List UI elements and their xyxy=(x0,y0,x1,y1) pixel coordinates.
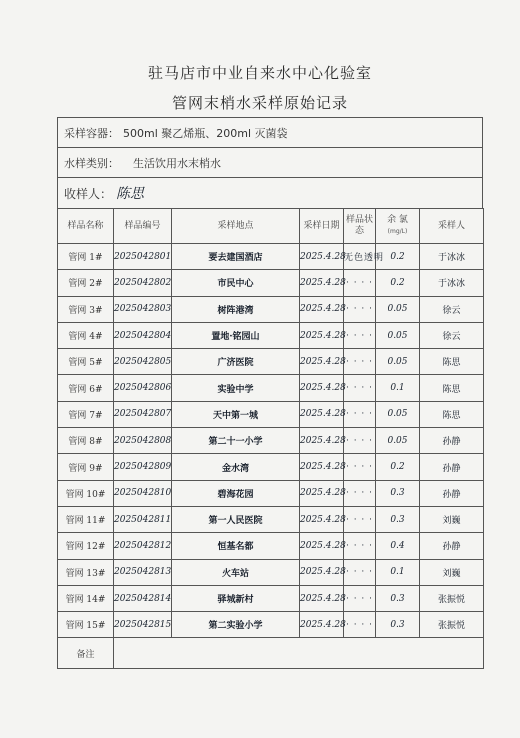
container-value: 500ml 聚乙烯瓶、200ml 灭菌袋 xyxy=(123,126,288,140)
sample-state: · · · · xyxy=(344,349,376,375)
table-row xyxy=(58,559,484,585)
sampler-name: 孙静 xyxy=(420,428,484,454)
sampler-name: 陈思 xyxy=(420,401,484,427)
category-row xyxy=(58,148,482,178)
table-row xyxy=(58,533,484,559)
sample-state: · · · · xyxy=(344,612,376,638)
header-chlorine-label: 余 氯 xyxy=(387,215,408,225)
collector-value: 陈思 xyxy=(116,186,145,202)
table-row xyxy=(58,375,484,401)
residual-chlorine: 0.05 xyxy=(376,296,420,322)
sample-name: 管网 9# xyxy=(58,454,114,480)
sample-date: 2025.4.28 xyxy=(300,559,344,585)
residual-chlorine: 0.3 xyxy=(376,585,420,611)
residual-chlorine: 0.4 xyxy=(376,533,420,559)
sampler-name: 张振悦 xyxy=(420,585,484,611)
sample-code: 2025042806 xyxy=(114,375,172,401)
sampler-name: 刘巍 xyxy=(420,506,484,532)
sample-name: 管网 2# xyxy=(58,270,114,296)
header-date: 采样日期 xyxy=(300,209,344,244)
sample-name: 管网 1# xyxy=(58,244,114,270)
sample-code: 2025042807 xyxy=(114,401,172,427)
container-label: 采样容器： xyxy=(64,126,119,140)
note-field xyxy=(114,638,484,669)
table-row xyxy=(58,506,484,532)
sample-name: 管网 11# xyxy=(58,506,114,532)
sample-code: 2025042808 xyxy=(114,428,172,454)
sample-code: 2025042813 xyxy=(114,559,172,585)
sample-code: 2025042805 xyxy=(114,349,172,375)
sample-name: 管网 3# xyxy=(58,296,114,322)
sample-location: 要去建国酒店 xyxy=(172,244,300,270)
page-title: 管网末梢水采样原始记录 xyxy=(171,94,348,112)
sample-location: 恒基名都 xyxy=(172,533,300,559)
sampler-name: 刘巍 xyxy=(420,559,484,585)
collector-row xyxy=(58,178,482,208)
sampler-name: 徐云 xyxy=(420,322,484,348)
sample-state: · · · · xyxy=(344,428,376,454)
sample-location: 置地·铭园山 xyxy=(172,322,300,348)
table-row xyxy=(58,454,484,480)
collector-label: 收样人： xyxy=(64,186,113,201)
table-header-row xyxy=(58,209,484,244)
sample-state: · · · · xyxy=(344,506,376,532)
sample-name: 管网 8# xyxy=(58,428,114,454)
sample-name: 管网 15# xyxy=(58,612,114,638)
sampler-name: 张振悦 xyxy=(420,612,484,638)
sample-code: 2025042815 xyxy=(114,612,172,638)
residual-chlorine: 0.05 xyxy=(376,322,420,348)
residual-chlorine: 0.3 xyxy=(376,480,420,506)
sample-name: 管网 14# xyxy=(58,585,114,611)
sample-code: 2025042811 xyxy=(114,506,172,532)
sample-code: 2025042810 xyxy=(114,480,172,506)
sample-state: · · · · xyxy=(344,296,376,322)
sampler-name: 于冰冰 xyxy=(420,244,484,270)
residual-chlorine: 0.2 xyxy=(376,244,420,270)
residual-chlorine: 0.2 xyxy=(376,270,420,296)
note-row xyxy=(58,638,484,669)
table-row xyxy=(58,296,484,322)
sampling-table xyxy=(57,208,484,669)
sample-location: 广济医院 xyxy=(172,349,300,375)
header-chlorine xyxy=(376,209,420,244)
header-code: 样品编号 xyxy=(114,209,172,244)
sample-name: 管网 12# xyxy=(58,533,114,559)
sample-date: 2025.4.28 xyxy=(300,375,344,401)
table-row xyxy=(58,585,484,611)
residual-chlorine: 0.3 xyxy=(376,506,420,532)
sample-location: 市民中心 xyxy=(172,270,300,296)
note-label: 备注 xyxy=(58,638,114,669)
table-row xyxy=(58,270,484,296)
header-name: 样品名称 xyxy=(58,209,114,244)
sample-date: 2025.4.28 xyxy=(300,401,344,427)
sample-date: 2025.4.28 xyxy=(300,480,344,506)
table-row xyxy=(58,480,484,506)
sample-location: 驿城新村 xyxy=(172,585,300,611)
table-row xyxy=(58,428,484,454)
sample-code: 2025042804 xyxy=(114,322,172,348)
sample-code: 2025042809 xyxy=(114,454,172,480)
sample-name: 管网 7# xyxy=(58,401,114,427)
residual-chlorine: 0.2 xyxy=(376,454,420,480)
sampler-name: 徐云 xyxy=(420,296,484,322)
sampler-name: 于冰冰 xyxy=(420,270,484,296)
sample-state: · · · · xyxy=(344,270,376,296)
table-body xyxy=(58,244,484,669)
sample-code: 2025042801 xyxy=(114,244,172,270)
sample-date: 2025.4.28 xyxy=(300,270,344,296)
sample-name: 管网 6# xyxy=(58,375,114,401)
residual-chlorine: 0.05 xyxy=(376,349,420,375)
sample-code: 2025042812 xyxy=(114,533,172,559)
header-location: 采样地点 xyxy=(172,209,300,244)
header-state: 样品状态 xyxy=(344,209,376,244)
sample-date: 2025.4.28 xyxy=(300,244,344,270)
sample-name: 管网 5# xyxy=(58,349,114,375)
sample-name: 管网 4# xyxy=(58,322,114,348)
sample-state: · · · · xyxy=(344,375,376,401)
sample-location: 火车站 xyxy=(172,559,300,585)
sample-date: 2025.4.28 xyxy=(300,454,344,480)
sample-date: 2025.4.28 xyxy=(300,322,344,348)
header-person: 采样人 xyxy=(420,209,484,244)
sample-location: 碧海花园 xyxy=(172,480,300,506)
lab-name: 驻马店市中业自来水中心化验室 xyxy=(147,64,372,82)
sampler-name: 孙静 xyxy=(420,454,484,480)
residual-chlorine: 0.05 xyxy=(376,428,420,454)
sample-state: · · · · xyxy=(344,454,376,480)
sample-code: 2025042802 xyxy=(114,270,172,296)
header-chlorine-unit: (mg/L) xyxy=(387,228,408,235)
residual-chlorine: 0.05 xyxy=(376,401,420,427)
table-row xyxy=(58,244,484,270)
sample-code: 2025042803 xyxy=(114,296,172,322)
sample-state: · · · · xyxy=(344,559,376,585)
category-label: 水样类别： xyxy=(64,156,119,170)
sample-location: 天中第一城 xyxy=(172,401,300,427)
sample-state: · · · · xyxy=(344,480,376,506)
residual-chlorine: 0.1 xyxy=(376,375,420,401)
residual-chlorine: 0.3 xyxy=(376,612,420,638)
sample-location: 第二十一小学 xyxy=(172,428,300,454)
sample-location: 实验中学 xyxy=(172,375,300,401)
sample-code: 2025042814 xyxy=(114,585,172,611)
sample-location: 金水湾 xyxy=(172,454,300,480)
sampler-name: 孙静 xyxy=(420,533,484,559)
sample-state: · · · · xyxy=(344,322,376,348)
sample-location: 第一人民医院 xyxy=(172,506,300,532)
sample-info xyxy=(57,117,483,209)
sample-date: 2025.4.28 xyxy=(300,612,344,638)
sample-state: 无色透明 xyxy=(344,244,376,270)
table-row xyxy=(58,612,484,638)
sample-state: · · · · xyxy=(344,585,376,611)
sample-name: 管网 10# xyxy=(58,480,114,506)
sample-location: 第二实验小学 xyxy=(172,612,300,638)
sample-date: 2025.4.28 xyxy=(300,428,344,454)
table-row xyxy=(58,322,484,348)
category-value: 生活饮用水末梢水 xyxy=(133,156,221,170)
sample-state: · · · · xyxy=(344,401,376,427)
sample-state: · · · · xyxy=(344,533,376,559)
sample-date: 2025.4.28 xyxy=(300,349,344,375)
sample-date: 2025.4.28 xyxy=(300,585,344,611)
container-row xyxy=(58,118,482,148)
sampler-name: 陈思 xyxy=(420,349,484,375)
table-row xyxy=(58,401,484,427)
sampler-name: 孙静 xyxy=(420,480,484,506)
residual-chlorine: 0.1 xyxy=(376,559,420,585)
sample-location: 树阵港湾 xyxy=(172,296,300,322)
table-row xyxy=(58,349,484,375)
sample-date: 2025.4.28 xyxy=(300,506,344,532)
sample-name: 管网 13# xyxy=(58,559,114,585)
sampler-name: 陈思 xyxy=(420,375,484,401)
sample-date: 2025.4.28 xyxy=(300,296,344,322)
sample-date: 2025.4.28 xyxy=(300,533,344,559)
